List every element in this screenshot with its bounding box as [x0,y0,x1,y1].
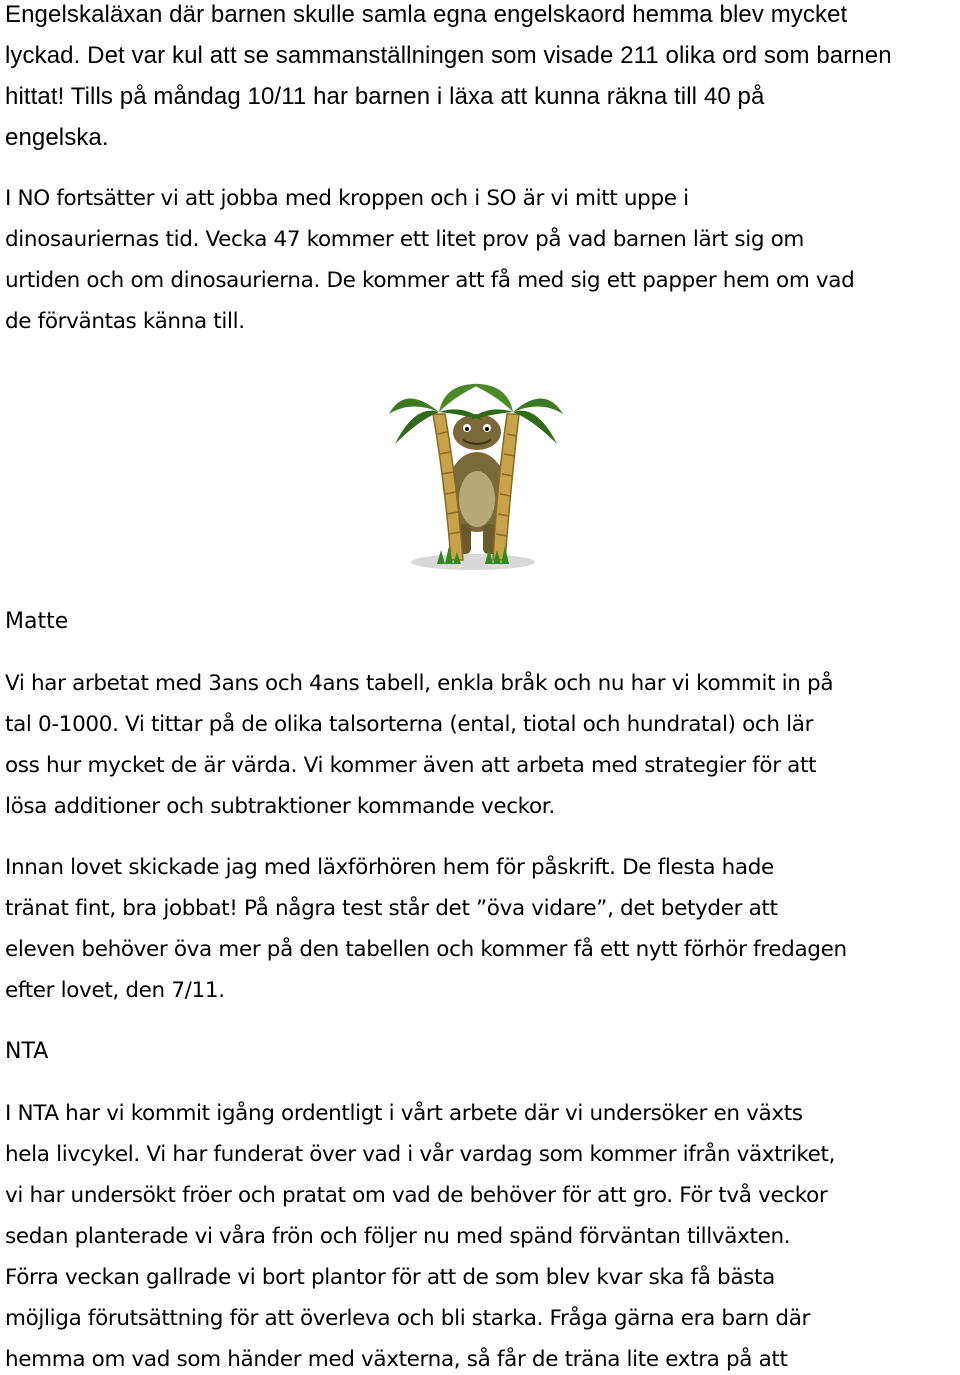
text-line: I NTA har vi kommit igång ordentligt i vårt arbete där vi undersöker en växts [5,1101,803,1126]
text-line: engelska. [5,124,109,151]
text-line: efter lovet, den 7/11. [5,978,225,1003]
text-line: lyckad. Det var kul att se sammanställningen som visade 211 olika ord som barnen [5,42,892,69]
text-line: Engelskaläxan där barnen skulle samla egna engelskaord hemma blev mycket [5,1,848,28]
text-line: hela livcykel. Vi har funderat över vad i vår vardag som kommer ifrån växtriket, [5,1142,836,1167]
text-line: tränat fint, bra jobbat! På några test står det ”öva vidare”, det betyder att [5,896,778,921]
text-line: Förra veckan gallrade vi bort plantor för att de som blev kvar ska få bästa [5,1265,775,1290]
text-line: I NO fortsätter vi att jobba med kroppen och i SO är vi mitt uppe i [5,186,689,211]
section-heading-nta: NTA [5,1039,49,1064]
text-line: möjliga förutsättning för att överleva och bli starka. Fråga gärna era barn där [5,1306,811,1331]
text-line: hittat! Tills på måndag 10/11 har barnen i läxa att kunna räkna till 40 på [5,83,765,110]
text-line: oss hur mycket de är värda. Vi kommer även att arbeta med strategier för att [5,753,817,778]
text-line: lösa additioner och subtraktioner kommande veckor. [5,794,555,819]
text-line: vi har undersökt fröer och pratat om vad de behöver för att gro. För två veckor [5,1183,828,1208]
text-line: de förväntas känna till. [5,309,245,334]
text-line: Innan lovet skickade jag med läxförhören hem för påskrift. De flesta hade [5,855,774,880]
text-line: sedan planterade vi våra frön och följer nu med spänd förväntan tillväxten. [5,1224,791,1249]
text-line: hemma om vad som händer med växterna, så får de träna lite extra på att [5,1347,788,1372]
dinosaur-palm-trees-icon [385,374,565,572]
section-heading-matte: Matte [5,609,69,634]
text-line: dinosauriernas tid. Vecka 47 kommer ett litet prov på vad barnen lärt sig om [5,227,805,252]
text-line: tal 0-1000. Vi tittar på de olika talsorterna (ental, tiotal och hundratal) och lär [5,712,814,737]
text-line: urtiden och om dinosaurierna. De kommer att få med sig ett papper hem om vad [5,268,855,293]
text-line: Vi har arbetat med 3ans och 4ans tabell, enkla bråk och nu har vi kommit in på [5,671,834,696]
text-line: eleven behöver öva mer på den tabellen och kommer få ett nytt förhör fredagen [5,937,847,962]
